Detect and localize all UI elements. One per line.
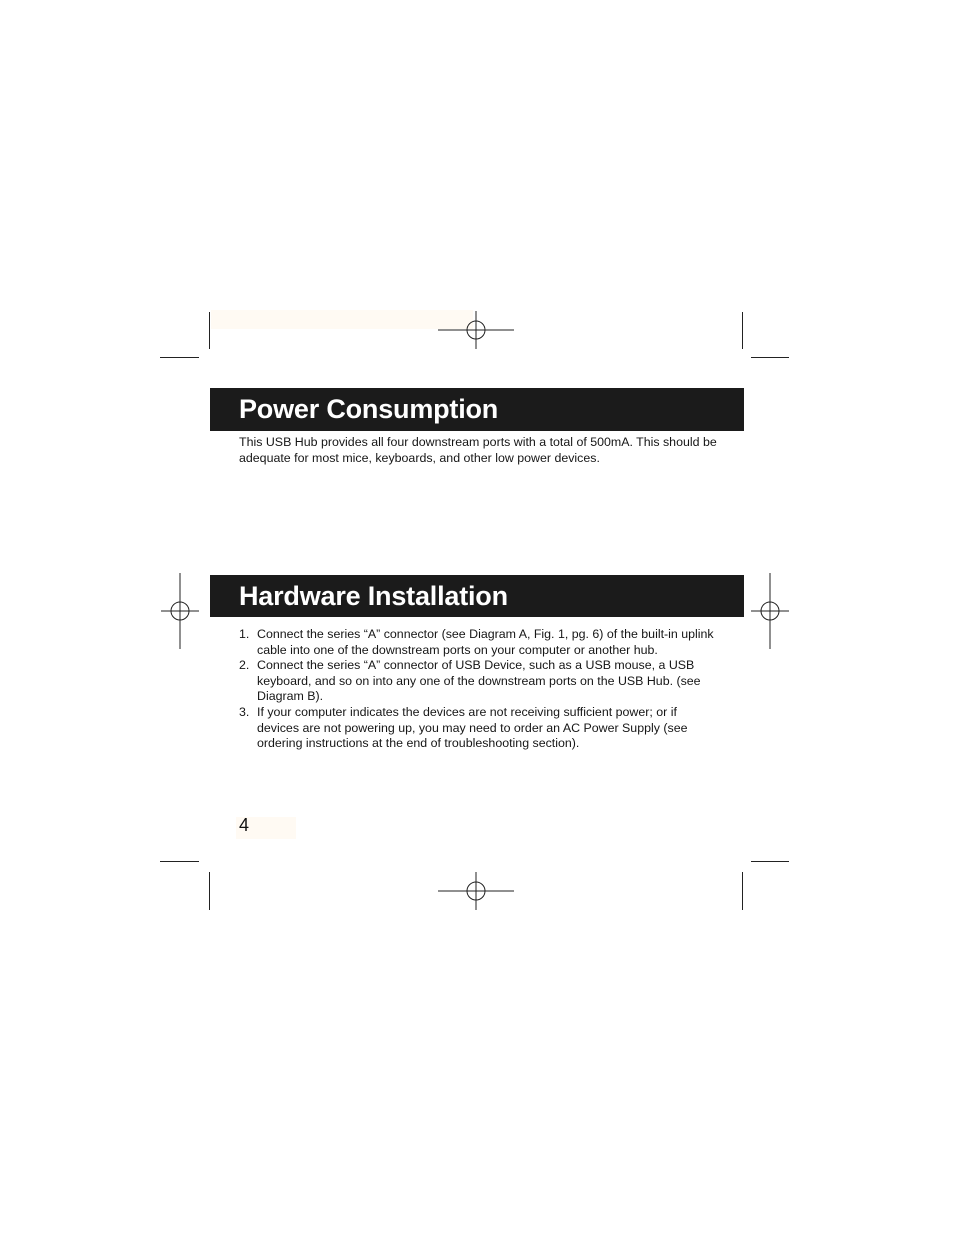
step-number: 1. bbox=[239, 627, 250, 641]
step-number: 2. bbox=[239, 658, 250, 673]
registration-mark-top-icon bbox=[438, 311, 514, 349]
hardware-installation-heading bbox=[210, 575, 744, 617]
registration-mark-right-icon bbox=[751, 573, 789, 649]
list-item bbox=[239, 705, 719, 752]
step-number: 3. bbox=[239, 704, 250, 719]
registration-mark-left-icon bbox=[161, 573, 199, 649]
crop-mark-top-right-v bbox=[742, 312, 743, 349]
power-consumption-title: Power Consumption bbox=[239, 394, 499, 424]
page-number: 4 bbox=[239, 815, 250, 835]
crop-mark-bottom-left-v bbox=[209, 872, 210, 910]
step-text: Connect the series “A” connector (see Diagram A, Fig. 1, pg. 6) of the built-in uplink cable into one of the downstream ports on your computer or another hub. bbox=[257, 627, 714, 657]
crop-mark-bottom-right-h bbox=[751, 861, 789, 862]
step-text: If your computer indicates the devices are not receiving sufficient power; or if devices are not powering up, you may need to order an AC Power Supply (see ordering instructions at the end of troubleshooting section). bbox=[257, 704, 688, 751]
step-text: Connect the series “A” connector of USB Device, such as a USB mouse, a USB keyboard, and so on into any one of the downstream ports on the USB Hub. (see Diagram B). bbox=[257, 658, 701, 704]
registration-mark-bottom-icon bbox=[438, 872, 514, 910]
list-item bbox=[239, 627, 719, 658]
crop-mark-top-left-v bbox=[209, 312, 210, 349]
hardware-installation-steps bbox=[239, 627, 719, 752]
crop-mark-bottom-right-v bbox=[742, 872, 743, 910]
top-tint-strip bbox=[211, 310, 473, 329]
crop-mark-top-right-h bbox=[751, 357, 789, 358]
list-item bbox=[239, 658, 719, 705]
hardware-installation-title: Hardware Installation bbox=[239, 580, 508, 611]
crop-mark-top-left-h bbox=[160, 357, 199, 358]
crop-mark-bottom-left-h bbox=[160, 861, 199, 862]
power-consumption-body: This USB Hub provides all four downstream ports with a total of 500mA. This should be adequate for most mice, keyboards, and other low power devices. bbox=[239, 435, 717, 465]
power-consumption-heading bbox=[210, 388, 744, 431]
